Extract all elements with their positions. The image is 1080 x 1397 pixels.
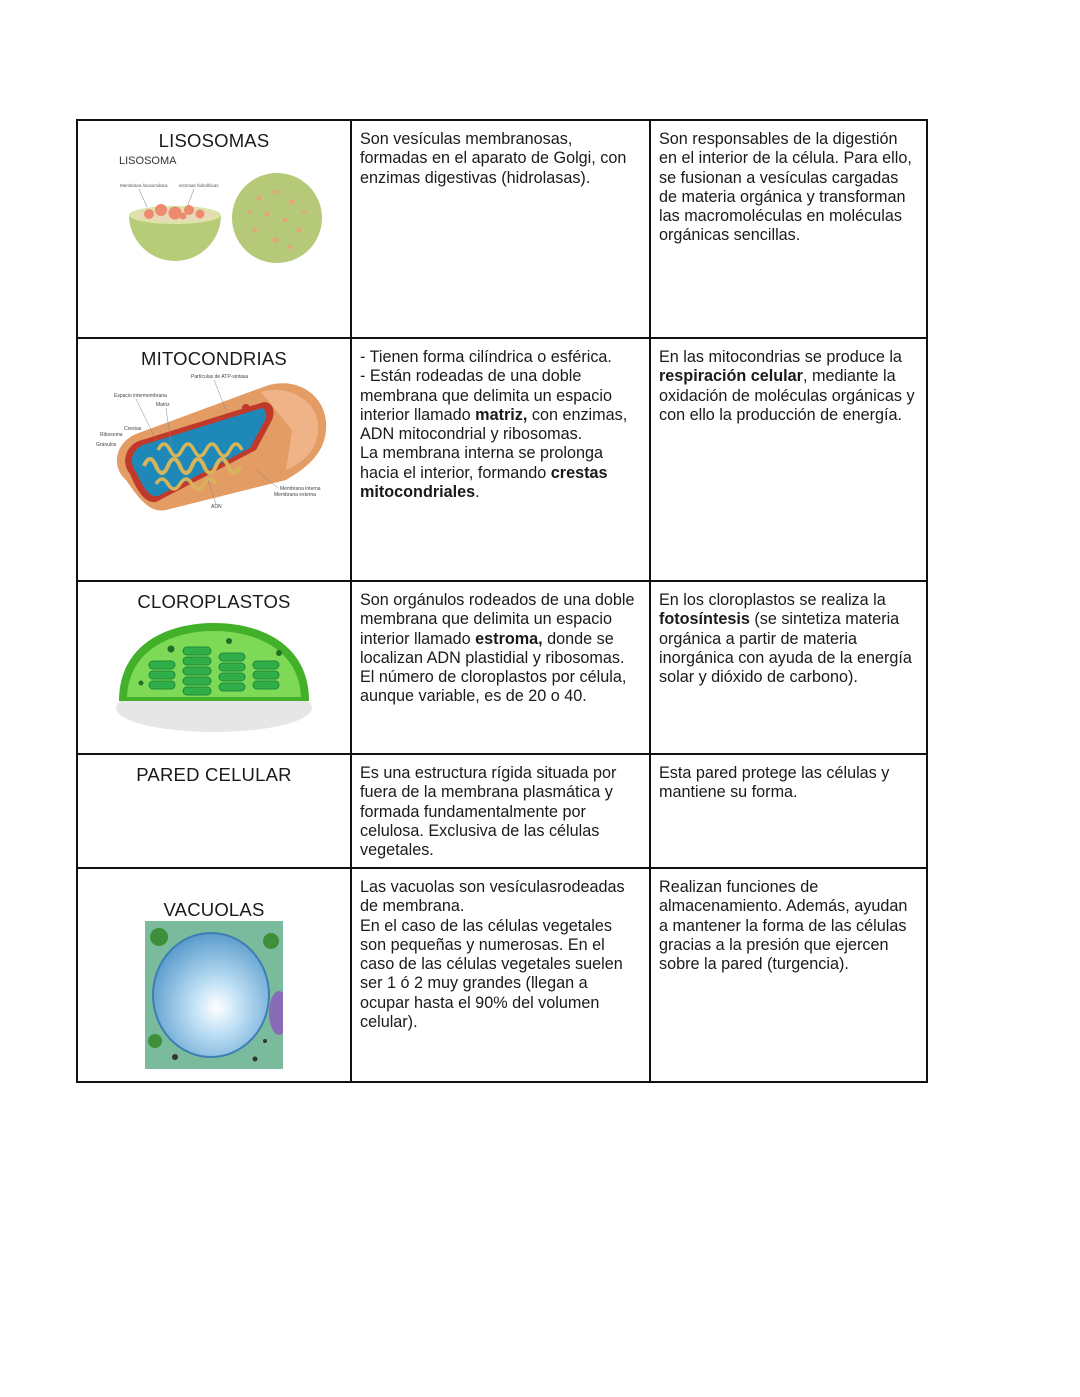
- organelle-cell: [77, 754, 351, 868]
- table-row: [77, 581, 927, 754]
- table-row: [77, 754, 927, 868]
- organelle-cell: [77, 868, 351, 1082]
- function-text: En los cloroplastos se realiza la fotosíntesis (se sintetiza materia orgánica a partir de materia inorgánica con ayuda de la energía solar y dióxido de carbono).: [659, 591, 912, 687]
- svg-text:ADN: ADN: [211, 504, 222, 510]
- function-text: Realizan funciones de almacenamiento. Además, ayudan a mantener la forma de las células gracias a la presión que ejercen sobre la pared (turgencia).: [659, 878, 908, 974]
- description-line: - Están rodeadas de una doble membrana que delimita un espacio interior llamado matriz, con enzimas, ADN mitocondrial y ribosomas.: [360, 367, 628, 444]
- organelles-table: [76, 119, 928, 1083]
- organelle-title: MITOCONDRIAS: [141, 348, 287, 369]
- organelle-cell: [77, 581, 351, 754]
- svg-text:Espacio intermembrana: Espacio intermembrana: [114, 393, 167, 399]
- table-row: [77, 868, 927, 1082]
- function-text: En las mitocondrias se produce la respiración celular, mediante la oxidación de moléculas orgánicas y con ello la producción de energía.: [659, 348, 915, 424]
- function-cell: [650, 868, 927, 1082]
- function-cell: [650, 338, 927, 581]
- function-cell: [650, 120, 927, 338]
- organelle-cell: [77, 120, 351, 338]
- description-cell: [351, 581, 650, 754]
- description-line: La membrana interna se prolonga hacia el interior, formando crestas mitocondriales.: [360, 444, 608, 502]
- organelle-title: PARED CELULAR: [136, 764, 292, 785]
- description-line: Son orgánulos rodeados de una doble membrana que delimita un espacio interior llamado estroma, donde se localizan ADN plastidial y ribosomas.: [360, 591, 635, 667]
- function-cell: [650, 581, 927, 754]
- description-cell: [351, 754, 650, 868]
- description-cell: [351, 338, 650, 581]
- vacuole-illustration-icon: [145, 921, 283, 1069]
- chloroplast-illustration-icon: [109, 613, 319, 738]
- description-text: Es una estructura rígida situada por fuera de la membrana plasmática y formada fundamentalmente por celulosa. Exclusiva de las células vegetales.: [360, 764, 617, 860]
- svg-text:Partículas de ATP-sintasa: Partículas de ATP-sintasa: [191, 374, 249, 380]
- svg-text:Gránulos: Gránulos: [96, 442, 117, 448]
- organelle-title: VACUOLAS: [163, 899, 265, 920]
- organelle-cell: [77, 338, 351, 581]
- table-row: [77, 120, 927, 338]
- function-text: Son responsables de la digestión en el interior de la célula. Para ello, se fusionan a vesículas cargadas de materia orgánica y transforman las macromoléculas en moléculas orgánicas sencillas.: [659, 130, 912, 245]
- organelle-title: CLOROPLASTOS: [137, 591, 291, 612]
- description-cell: [351, 868, 650, 1082]
- table-row: [77, 338, 927, 581]
- description-line: - Tienen forma cilíndrica o esférica.: [360, 348, 612, 366]
- organelle-title: LISOSOMAS: [158, 130, 270, 151]
- figure-label: Membrana lisosomática: [120, 183, 168, 188]
- function-text: Esta pared protege las células y mantiene su forma.: [659, 764, 890, 802]
- lysosome-illustration-icon: [99, 152, 329, 272]
- svg-text:Crestas: Crestas: [124, 426, 142, 432]
- function-cell: [650, 754, 927, 868]
- svg-text:Membrana interna: Membrana interna: [280, 486, 321, 492]
- description-line: En el caso de las células vegetales son pequeñas y numerosas. En el caso de las células vegetales suelen ser 1 ó 2 muy grandes (llegan a ocupar hasta el 90% del volumen celular).: [360, 916, 623, 1032]
- svg-text:Matriz: Matriz: [156, 402, 170, 408]
- description-cell: [351, 120, 650, 338]
- figure-caption: LISOSOMA: [119, 155, 177, 167]
- svg-text:Ribosoma: Ribosoma: [100, 432, 123, 438]
- description-text: Son vesículas membranosas, formadas en el aparato de Golgi, con enzimas digestivas (hidrolasas).: [360, 130, 627, 187]
- svg-text:Membrana externa: Membrana externa: [274, 492, 316, 498]
- mitochondrion-illustration-icon: [96, 370, 332, 520]
- figure-label: enzimas hidrolíticas: [179, 183, 219, 188]
- description-line: El número de cloroplastos por célula, aunque variable, es de 20 o 40.: [360, 668, 627, 706]
- description-line: Las vacuolas son vesículasrodeadas de membrana.: [360, 878, 625, 916]
